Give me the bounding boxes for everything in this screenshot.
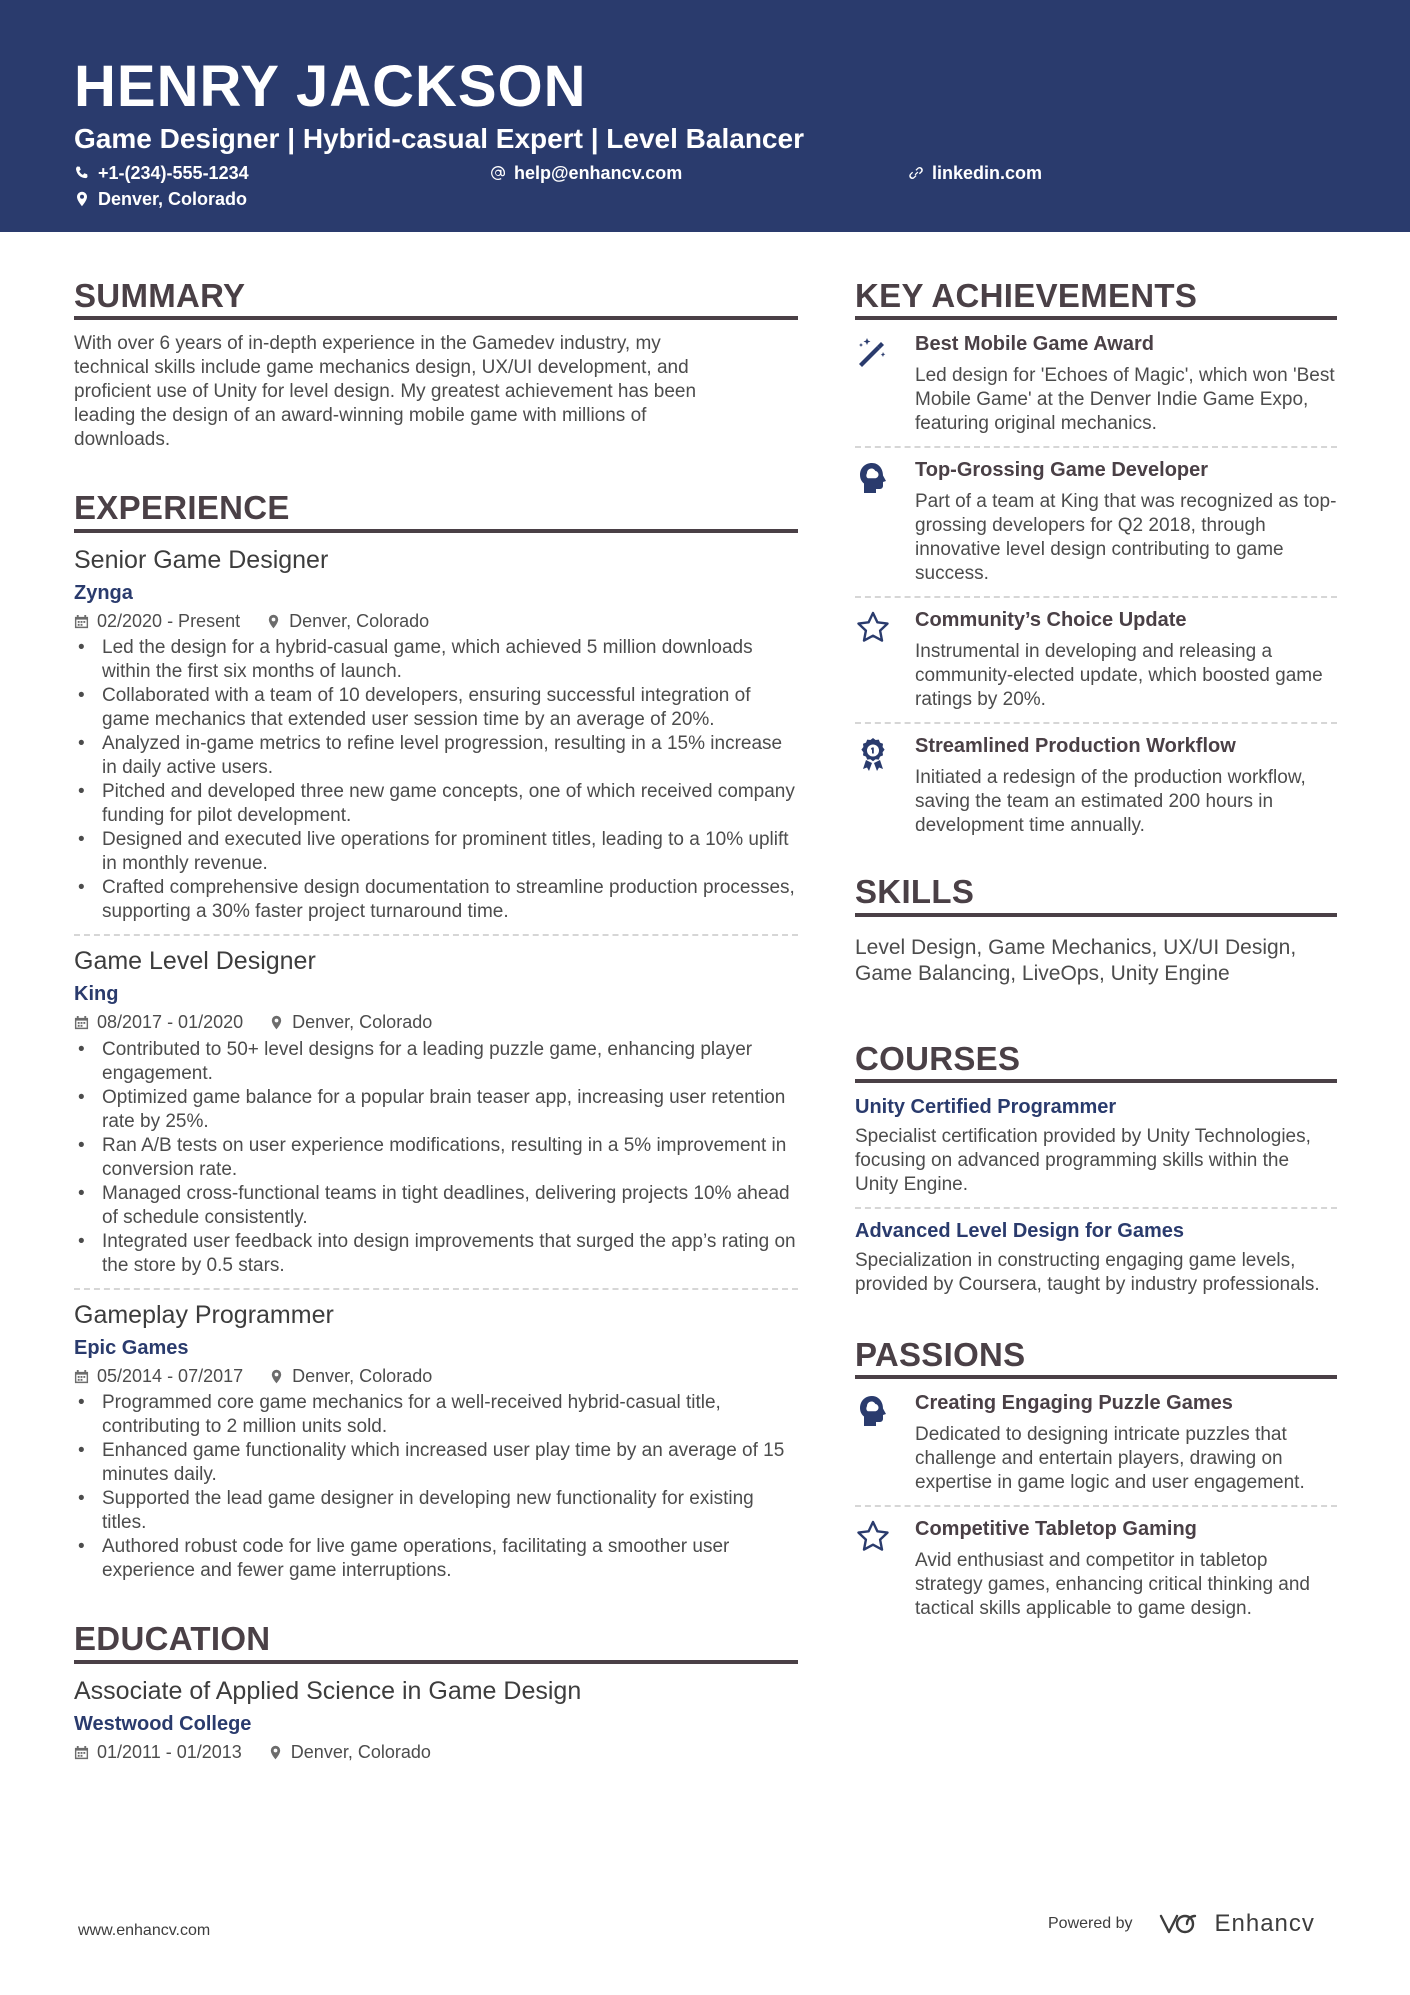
achievement-title: Top-Grossing Game Developer	[915, 459, 1209, 482]
passion-title: Creating Engaging Puzzle Games	[915, 1392, 1233, 1415]
location-pin-icon	[269, 1369, 284, 1384]
location-text: Denver, Colorado	[98, 189, 248, 209]
job-role: Gameplay Programmer	[74, 1300, 334, 1329]
job-location	[269, 1012, 432, 1034]
passions-heading: PASSIONS	[855, 1337, 1337, 1379]
job-bullets	[74, 1038, 798, 1278]
passion-item	[855, 1517, 1337, 1621]
course-desc: Specialization in constructing engaging game levels, provided by Coursera, taught by industry professionals.	[855, 1249, 1320, 1295]
job-bullets	[74, 636, 798, 924]
passion-text	[915, 1391, 1337, 1495]
head-brain-icon	[855, 460, 891, 496]
course-title: Advanced Level Design for Games	[855, 1219, 1185, 1242]
phone-text: +1-(234)-555-1234	[98, 163, 249, 183]
achievement-text	[915, 734, 1337, 838]
course-item	[855, 1095, 1337, 1197]
summary-line: technical skills include game mechanics design, UX/UI development, and	[74, 357, 689, 379]
achievement-desc: Led design for 'Echoes of Magic', which won 'Best Mobile Game' at the Denver Indie Game Expo, featuring original mechanics.	[915, 365, 1335, 435]
left-column	[74, 278, 798, 1763]
job-bullet: • Enhanced game functionality which increased user play time by an average of 15 minutes daily.	[74, 1439, 798, 1487]
divider	[855, 722, 1337, 724]
candidate-title: Game Designer | Hybrid-casual Expert | Level Balancer	[74, 123, 804, 154]
location-pin-icon	[266, 614, 281, 629]
job-bullet: • Authored robust code for live game operations, facilitating a smoother user experience and fewer game interruptions.	[74, 1535, 798, 1583]
contact-email[interactable]	[490, 164, 682, 182]
job-bullet: • Designed and executed live operations for prominent titles, leading to a 10% uplift in monthly revenue.	[74, 828, 798, 876]
divider	[74, 934, 798, 936]
job-company: King	[74, 983, 119, 1006]
powered-by-text: Powered by	[1048, 1915, 1133, 1932]
job-bullet: • Supported the lead game designer in developing new functionality for existing titles.	[74, 1487, 798, 1535]
job-location	[266, 611, 429, 633]
location-pin-icon	[269, 1015, 284, 1030]
job-dates-text: 02/2020 - Present	[97, 610, 241, 631]
job-bullet: • Contributed to 50+ level designs for a leading puzzle game, enhancing player engagement.	[74, 1038, 798, 1086]
contact-phone	[74, 164, 249, 182]
award-medal-icon	[855, 736, 891, 772]
divider	[855, 1207, 1337, 1209]
calendar-icon	[74, 614, 89, 629]
summary-line: proficient use of Unity for level design. My greatest achievement has been	[74, 381, 697, 403]
job-location	[269, 1366, 432, 1388]
phone-icon	[74, 165, 90, 181]
summary-line: downloads.	[74, 429, 171, 451]
courses-heading: COURSES	[855, 1041, 1337, 1083]
achievement-item	[855, 458, 1337, 586]
achievement-desc: Instrumental in developing and releasing a community-elected update, which boosted game ratings by 20%.	[915, 641, 1323, 711]
course-title: Unity Certified Programmer	[855, 1095, 1117, 1118]
education-location-text: Denver, Colorado	[290, 1741, 431, 1762]
job-meta	[74, 611, 798, 633]
course-desc: Specialist certification provided by Unity Technologies, focusing on advanced programming skills within the Unity Engine.	[855, 1125, 1311, 1195]
achievement-desc: Initiated a redesign of the production workflow, saving the team an estimated 200 hours in development time annually.	[915, 767, 1306, 837]
job-bullet: • Pitched and developed three new game concepts, one of which received company funding for pilot development.	[74, 780, 798, 828]
job-company: Epic Games	[74, 1336, 189, 1359]
location-pin-icon	[268, 1745, 283, 1760]
candidate-name: HENRY JACKSON	[74, 54, 587, 119]
passion-desc: Dedicated to designing intricate puzzles that challenge and entertain players, drawing on expertise in game logic and user engagement.	[915, 1424, 1305, 1494]
achievement-text	[915, 458, 1337, 586]
job-dates-text: 05/2014 - 07/2017	[97, 1365, 244, 1386]
experience-heading: EXPERIENCE	[74, 490, 798, 532]
skills-text: Level Design, Game Mechanics, UX/UI Design, Game Balancing, LiveOps, Unity Engine	[855, 935, 1297, 985]
education-dates-text: 01/2011 - 01/2013	[97, 1741, 242, 1762]
achievement-item	[855, 332, 1337, 436]
job-meta	[74, 1012, 798, 1034]
achievement-text	[915, 332, 1337, 436]
passion-icon-wrap	[855, 1391, 915, 1495]
job-role: Game Level Designer	[74, 947, 316, 976]
job-bullet: • Programmed core game mechanics for a well-received hybrid-casual title, contributing to 2 million units sold.	[74, 1391, 798, 1439]
job-bullet: • Crafted comprehensive design documentation to streamline production processes, supporting a 30% faster project turnaround time.	[74, 876, 798, 924]
experience-entry	[74, 946, 798, 1278]
passion-icon-wrap	[855, 1517, 915, 1621]
skills-heading: SKILLS	[855, 874, 1337, 916]
achievement-title: Community’s Choice Update	[915, 609, 1187, 632]
divider	[74, 1288, 798, 1290]
achievement-title: Best Mobile Game Award	[915, 333, 1154, 356]
passion-desc: Avid enthusiast and competitor in tabletop strategy games, enhancing critical thinking and tactical skills applicable to game design.	[915, 1550, 1311, 1620]
contact-location	[74, 190, 247, 208]
experience-entry	[74, 1300, 798, 1584]
calendar-icon	[74, 1369, 89, 1384]
divider	[855, 446, 1337, 448]
achievement-icon-wrap	[855, 332, 915, 436]
star-icon	[855, 610, 891, 646]
footer-branding	[1048, 1910, 1315, 1938]
education-meta	[74, 1742, 798, 1764]
achievement-icon-wrap	[855, 458, 915, 586]
passion-text	[915, 1517, 1337, 1621]
achievement-item	[855, 734, 1337, 838]
summary-text	[74, 332, 798, 452]
right-column	[855, 278, 1337, 1621]
job-bullet: • Analyzed in-game metrics to refine level progression, resulting in a 15% increase in daily active users.	[74, 732, 798, 780]
education-heading: EDUCATION	[74, 1621, 798, 1663]
education-degree: Associate of Applied Science in Game Design	[74, 1676, 582, 1705]
job-role: Senior Game Designer	[74, 545, 329, 574]
job-meta	[74, 1366, 798, 1388]
job-bullet: • Optimized game balance for a popular brain teaser app, increasing user retention rate by 25%.	[74, 1086, 798, 1134]
divider	[855, 596, 1337, 598]
divider	[855, 1505, 1337, 1507]
enhancv-brand-text: Enhancv	[1214, 1910, 1315, 1937]
calendar-icon	[74, 1745, 89, 1760]
at-sign-icon	[490, 165, 506, 181]
job-bullet: • Managed cross-functional teams in tight deadlines, delivering projects 10% ahead of schedule consistently.	[74, 1182, 798, 1230]
job-bullet: • Collaborated with a team of 10 developers, ensuring successful integration of game mechanics that extended user session time by an average of 20%.	[74, 684, 798, 732]
job-location-text: Denver, Colorado	[289, 610, 430, 631]
job-dates-text: 08/2017 - 01/2020	[97, 1012, 244, 1033]
achievement-icon-wrap	[855, 734, 915, 838]
job-bullet: • Led the design for a hybrid-casual game, which achieved 5 million downloads within the first six months of launch.	[74, 636, 798, 684]
job-company: Zynga	[74, 581, 133, 604]
magic-wand-icon	[855, 334, 891, 370]
achievement-desc: Part of a team at King that was recognized as top-grossing developers for Q2 2018, through innovative level design contributing to game success.	[915, 491, 1337, 585]
job-bullet: • Integrated user feedback into design improvements that surged the app’s rating on the store by 0.5 stars.	[74, 1230, 798, 1278]
summary-heading: SUMMARY	[74, 278, 798, 320]
education-school: Westwood College	[74, 1712, 252, 1735]
location-pin-icon	[74, 191, 90, 207]
achievement-icon-wrap	[855, 608, 915, 712]
passion-item	[855, 1391, 1337, 1495]
passion-title: Competitive Tabletop Gaming	[915, 1518, 1197, 1541]
enhancv-logo-icon	[1157, 1912, 1205, 1936]
achievements-heading: KEY ACHIEVEMENTS	[855, 278, 1337, 320]
course-item	[855, 1219, 1337, 1297]
job-bullet: • Ran A/B tests on user experience modifications, resulting in a 5% improvement in conversion rate.	[74, 1134, 798, 1182]
education-entry	[74, 1676, 798, 1764]
link-icon	[908, 165, 924, 181]
summary-line: With over 6 years of in-depth experience in the Gamedev industry, my	[74, 333, 661, 355]
head-brain-icon	[855, 1393, 891, 1429]
job-bullets	[74, 1391, 798, 1583]
job-dates	[74, 1366, 243, 1388]
job-dates	[74, 1012, 243, 1034]
job-location-text: Denver, Colorado	[292, 1012, 433, 1033]
education-dates	[74, 1742, 242, 1764]
star-icon	[855, 1519, 891, 1555]
email-text: help@enhancv.com	[514, 163, 683, 183]
contact-linkedin[interactable]	[908, 164, 1042, 182]
achievement-item	[855, 608, 1337, 712]
job-dates	[74, 611, 240, 633]
experience-entry	[74, 545, 798, 925]
job-location-text: Denver, Colorado	[292, 1365, 433, 1386]
resume-header	[0, 0, 1410, 232]
achievement-title: Streamlined Production Workflow	[915, 735, 1236, 758]
summary-line: leading the design of an award-winning mobile game with millions of	[74, 405, 647, 427]
calendar-icon	[74, 1015, 89, 1030]
achievement-text	[915, 608, 1337, 712]
education-location	[268, 1742, 431, 1764]
linkedin-text: linkedin.com	[932, 163, 1043, 183]
footer-website[interactable]: www.enhancv.com	[78, 1922, 211, 1939]
enhancv-logo[interactable]	[1157, 1910, 1315, 1938]
